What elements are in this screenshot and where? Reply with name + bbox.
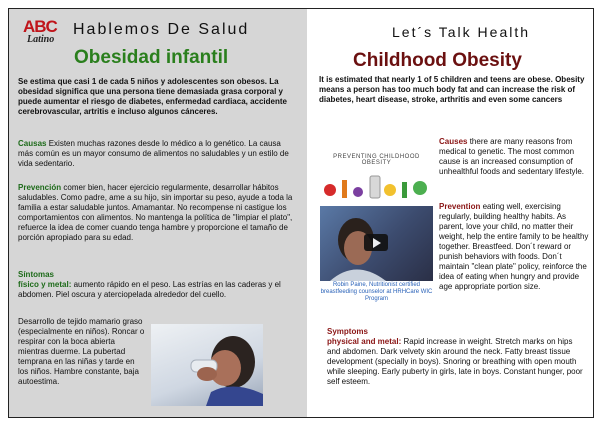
spanish-symptoms-text: aumento rápido en el peso. Las estrías en las caderas y el abdomen. Piel oscura y aterciopelada alrededor del cuello.: [18, 280, 281, 299]
spanish-title: Obesidad infantil: [74, 47, 229, 68]
spanish-prevention: [18, 183, 298, 243]
spanish-symptoms-more: Desarrollo de tejido mamario graso (especialmente en niños). Roncar o respirar con la boca abierta mientras duerme. La pubertad temprana en las niñas y tarde en los niños. Hambre constante, baja autoestima.: [18, 317, 145, 386]
spanish-causes-text: Existen muchas razones desde lo médico a lo genético. La causa más común es un mayor consumo de alimentos no saludables y un estilo de vida sedentario.: [18, 139, 289, 168]
video-caption: Robin Paine, Nutritionist certified breastfeeding counselor at HRHCare WIC Program: [320, 282, 433, 302]
video-embed[interactable]: [320, 150, 433, 325]
english-prevention: [439, 202, 589, 292]
child-drinking-image: [151, 324, 263, 406]
english-intro: It is estimated that nearly 1 of 5 children and teens are obese. Obesity means a person has too much body fat and can increase the risk of diabetes, heart disease, stroke, arthritis and even some cancers: [319, 75, 585, 104]
logo-subtext: Latino: [27, 34, 55, 45]
spanish-prevention-text: comer bien, hacer ejercicio regularmente, desarrollar hábitos saludables. Como padre, ame a su hijo, sin importar su peso, ayude a toda la familia a estar saludable juntos. Amamantar. No recompense ni castigue los comportamientos con alimentos. No mantenga la política de "limpiar el plato", refuerce la idea de comer cuando tenga hambre y proporcione el tamaño de porción apropiado para su edad.: [18, 183, 293, 242]
child-drinking-photo: [151, 324, 263, 406]
flyer: [8, 8, 594, 418]
english-prevention-label: Prevention: [439, 202, 481, 211]
logo-text: ABC: [23, 17, 57, 36]
english-symptoms-sub: physical and metal:: [327, 337, 402, 346]
vegetables-illustration: [320, 170, 433, 200]
spanish-causes: [18, 139, 296, 169]
english-causes-label: Causes: [439, 137, 468, 146]
spanish-symptoms-label: Síntomas: [18, 270, 55, 279]
english-causes-text: there are many reasons from medical to genetic. The most common cause is an increased consumption of unhealthful foods and sedentary lifestyle.: [439, 137, 584, 176]
spanish-causes-label: Causas: [18, 139, 47, 148]
video-thumbnail[interactable]: [320, 206, 433, 281]
play-button-icon[interactable]: [364, 234, 388, 251]
english-symptoms: [327, 327, 587, 387]
english-header: Let´s Talk Health: [392, 24, 531, 40]
english-title: Childhood Obesity: [353, 50, 522, 71]
video-title: PREVENTING CHILDHOOD OBESITY: [333, 154, 420, 166]
spanish-intro: Se estima que casi 1 de cada 5 niños y adolescentes son obesos. La obesidad significa que una persona tiene demasiada grasa corporal y puede aumentar el riesgo de diabetes, enfermedad cardiaca, accidente cerebrovascular, artritis e incluso algunos cánceres.: [18, 77, 287, 116]
spanish-header: Hablemos De Salud: [73, 21, 250, 38]
spanish-symptoms-sub: físico y metal:: [18, 280, 72, 289]
english-causes: [439, 137, 589, 177]
vegetables-icon: [320, 170, 433, 200]
spanish-prevention-label: Prevención: [18, 183, 62, 192]
spanish-symptoms: [18, 270, 298, 300]
english-symptoms-label: Symptoms: [327, 327, 368, 336]
abc-latino-logo: [23, 18, 67, 52]
english-symptoms-text: Rapid increase in weight. Stretch marks on hips and abdomen. Dark velvety skin around the neck. Fatty breast tissue development (specially in boys). Snoring or breathing with open mouth while sleeping. Early puberty in girls, late in boys. Constant hunger, poor self esteem.: [327, 337, 583, 386]
english-prevention-text: eating well, exercising regularly, building healthy habits. As parent, love your child, no matter their weight, help the entire family to be healthy together. Breastfeed. Don´t reward or punish behaviors with foods. Don´t maintain "clean plate" policy, reinforce the idea of eating when hungry and provide age appropriate portion size.: [439, 202, 589, 291]
